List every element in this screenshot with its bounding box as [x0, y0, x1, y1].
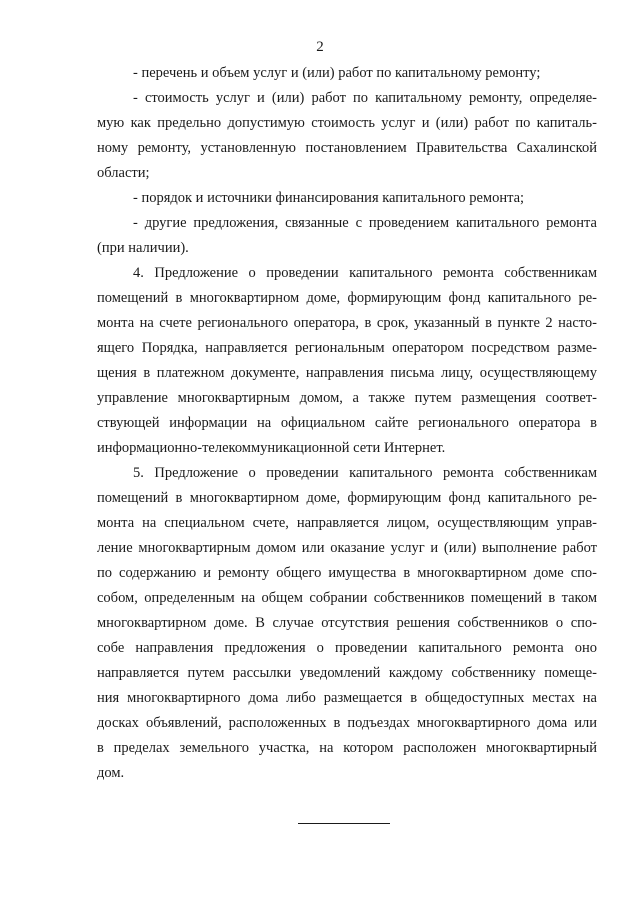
document-body [97, 61, 597, 786]
text-line: собом, определенным на общем собрании собственников помещений в таком [97, 590, 597, 606]
text-line: - перечень и объем услуг и (или) работ по капитальному ремонту; [133, 65, 541, 81]
text-line: - стоимость услуг и (или) работ по капитальному ремонту, определяе- [133, 90, 597, 106]
text-line: направляется путем рассылки уведомлений каждому собственнику помеще- [97, 665, 597, 681]
text-line: ление многоквартирным домом или оказание услуг и (или) выполнение работ [97, 540, 597, 556]
text-line: области; [97, 165, 150, 181]
text-line: - другие предложения, связанные с проведением капитального ремонта [133, 215, 597, 231]
text-line: ствующей информации на официальном сайте регионального оператора в [97, 415, 597, 431]
text-line: многоквартирном доме. В случае отсутствия решения собственников о спо- [97, 615, 597, 631]
text-line: помещений в многоквартирном доме, формирующим фонд капитального ре- [97, 490, 597, 506]
text-line: щения в платежном документе, направления письма лицу, осуществляющему [97, 365, 597, 381]
page-number: 2 [316, 39, 324, 55]
text-line: досках объявлений, расположенных в подъездах многоквартирного дома или [97, 715, 597, 731]
text-line: - порядок и источники финансирования капитального ремонта; [133, 190, 525, 206]
text-line: собе направления предложения о проведении капитального ремонта оно [97, 640, 597, 656]
text-line: мую как предельно допустимую стоимость услуг и (или) работ по капиталь- [97, 115, 597, 131]
text-line: 5. Предложение о проведении капитального ремонта собственникам [133, 465, 597, 481]
closing-divider [298, 823, 390, 824]
text-line: информационно-телекоммуникационной сети Интернет. [97, 440, 446, 456]
text-line: ному ремонту, установленную постановлением Правительства Сахалинской [97, 140, 597, 156]
text-line: дом. [97, 765, 125, 781]
text-line: монта на счете регионального оператора, в срок, указанный в пункте 2 насто- [97, 315, 597, 331]
text-line: (при наличии). [97, 240, 189, 256]
text-line: 4. Предложение о проведении капитального ремонта собственникам [133, 265, 597, 281]
text-line: в пределах земельного участка, на котором расположен многоквартирный [97, 740, 597, 756]
text-line: ящего Порядка, направляется региональным оператором посредством разме- [97, 340, 597, 356]
text-line: помещений в многоквартирном доме, формирующим фонд капитального ре- [97, 290, 597, 306]
text-line: монта на специальном счете, направляется лицом, осуществляющим управ- [97, 515, 597, 531]
text-line: управление многоквартирным домом, а также путем размещения соответ- [97, 390, 597, 406]
text-line: ния многоквартирного дома либо размещается в общедоступных местах на [97, 690, 597, 706]
text-line: по содержанию и ремонту общего имущества в многоквартирном доме спо- [97, 565, 597, 581]
